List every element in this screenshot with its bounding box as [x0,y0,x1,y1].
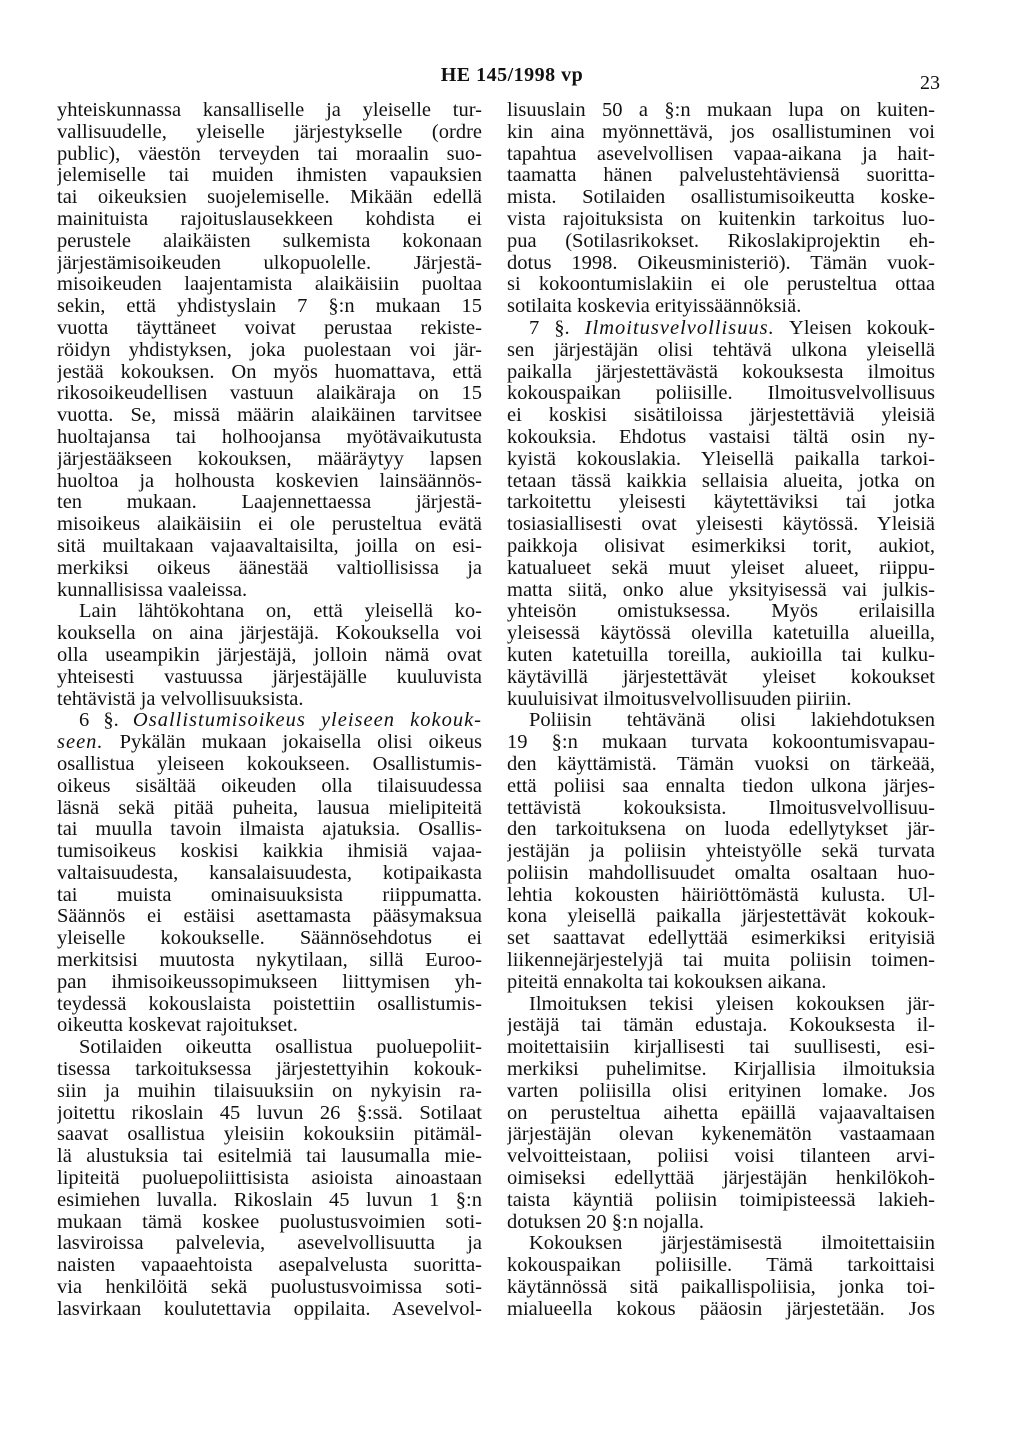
text-segment: lipiteitä puoluepoliittisista asioista ainoastaan [57,1168,482,1190]
text-segment: röidyn yhdistyksen, joka puolestaan voi jär- [57,339,482,361]
text-line [507,601,935,623]
text-segment: merkiksi oikeus äänestää valtiollisissa ja [57,557,482,579]
text-line [507,710,935,732]
text-line [57,1081,482,1103]
text-segment: via henkilöitä sekä puolustusvoimissa soti- [57,1277,482,1299]
text-segment: valtaisuudesta, kansalaisuudesta, kotipaikasta [57,862,482,884]
text-line [57,231,482,253]
text-line [507,253,935,275]
text-segment: järjestämisoikeuden ulkopuolelle. Järjestä- [57,252,482,274]
text-segment: tarkoitettu yleisesti käytettäviksi tai jotka [507,492,935,514]
section-heading-italic: Ilmoitusvelvollisuus. [584,317,775,339]
text-segment: vuotta. Se, missä määrin alaikäinen tarvitsee [57,405,482,427]
text-line [57,144,482,166]
text-line [57,318,482,340]
text-line [57,906,482,928]
text-line [57,819,482,841]
text-segment: liikennejärjestelyjä tai muita poliisin toimen- [507,950,935,972]
text-segment: katualueet sekä muut yleiset alueet, riippu- [507,557,935,579]
text-segment: vallisuudelle, yleiselle järjestykselle (ordre [57,121,482,143]
text-line [57,1299,482,1321]
text-segment: dotus 1998. Oikeusministeriö). Tämän vuok- [507,252,935,274]
text-line [507,492,935,514]
text-segment: matta siitä, onko alue yksityisessä vai julkis- [507,579,935,601]
text-line [57,165,482,187]
text-line [507,972,935,994]
text-segment: lä alustuksia tai esitelmiä tai lausumalla mie- [57,1146,482,1168]
text-line [57,187,482,209]
text-line [57,362,482,384]
text-segment: si kokoontumislakiin ei ole perusteltua ottaa [507,274,935,296]
text-segment: yleiselle kokoukselle. Säännösehdotus ei [57,928,482,950]
text-segment: mukaan tämä koskee puolustusvoimien soti- [57,1211,482,1233]
text-line [57,209,482,231]
text-segment: public), väestön terveyden tai moraalin suo- [57,143,482,165]
text-segment: 7 §. [529,317,585,339]
text-line [57,253,482,275]
text-line [507,841,935,863]
text-line [507,1233,935,1255]
text-segment: piteitä ennakolta tai kokouksen aikana. [507,971,827,993]
text-segment: poliisin mahdollisuudet omalta osaltaan huo- [507,862,935,884]
text-line [507,732,935,754]
text-line [507,405,935,427]
text-line [507,383,935,405]
text-line [507,296,935,318]
text-line [507,187,935,209]
text-segment: Yleisen kokouk- [774,317,935,339]
text-line [507,1015,935,1037]
text-segment: moitettaisiin kirjallisesti tai suullisesti, esi- [507,1037,935,1059]
text-line [57,732,482,754]
text-line [57,994,482,1016]
text-segment: lehtia kokousten häiriöttömästä kulusta. Ul- [507,884,935,906]
text-line [57,536,482,558]
text-segment: pan ihmisoikeussopimukseen liittymisen yh- [57,971,482,993]
text-line [507,798,935,820]
text-segment: ei koskisi sisätiloissa järjestettäviä yleisiä [507,405,935,427]
text-segment: oimiseksi edellyttää järjestäjän henkilökoh- [507,1168,935,1190]
text-line [57,601,482,623]
text-segment: oikeus sisältää oikeuden olla tilaisuudessa [57,775,482,797]
text-line [507,819,935,841]
right-text-column [507,100,935,1321]
text-line [57,427,482,449]
text-segment: yhteisesti vastuussa järjestäjälle kuuluvista [57,666,482,688]
text-segment: taista käyntiä poliisin toimipisteessä lakieh- [507,1189,935,1211]
text-line [57,1146,482,1168]
text-segment: saavat osallistua yleisiin kokouksiin pitämäl- [57,1124,482,1146]
text-segment: lisuuslain 50 a §:n mukaan lupa on kuiten- [507,100,935,121]
text-line [507,994,935,1016]
text-line [507,906,935,928]
text-line [57,1124,482,1146]
text-segment: Lain lähtökohtana on, että yleisellä ko- [79,601,482,623]
text-line [507,667,935,689]
text-line [57,623,482,645]
text-line [57,1037,482,1059]
text-segment: huoltajansa tai holhoojansa myötävaikutusta [57,426,482,448]
text-segment: sen järjestäjän olisi tehtävä ulkona yleisellä [507,339,935,361]
text-line [507,863,935,885]
text-line [57,1212,482,1234]
text-segment: teydessä kokouslaista poistettiin osallistumis- [57,993,482,1015]
text-segment: rikosoikeudellisen vastuun alaikäraja on 15 [57,383,482,405]
text-segment: den käyttämistä. Tämän vuoksi on tärkeää, [507,753,935,775]
text-line [507,1124,935,1146]
text-segment: 19 §:n mukaan turvata kokoontumisvapau- [507,732,935,754]
text-segment: huoltoa ja holhousta koskevien lainsäännös- [57,470,482,492]
text-segment: taamatta hänen palvelustehtäviensä suoritta- [507,165,935,187]
text-line [507,1212,935,1234]
text-line [57,296,482,318]
text-line [57,383,482,405]
text-segment: on perusteltua aihetta epäillä vajaavaltaisen [507,1102,935,1124]
text-line [57,122,482,144]
text-segment: Sotilaiden oikeutta osallistua puoluepoliit- [79,1037,482,1059]
section-heading-italic: Osallistumisoikeus yleiseen kokouk- [132,710,482,732]
text-segment: esimiehen luvalla. Rikoslain 45 luvun 1 §:n [57,1189,482,1211]
text-line [507,100,935,122]
text-line [507,1103,935,1125]
text-segment: ten mukaan. Laajennettaessa järjestä- [57,492,482,514]
text-segment: misoikeus alaikäisiin ei ole perusteltua evätä [57,514,482,536]
text-line [507,1190,935,1212]
text-line [507,645,935,667]
text-line [507,1081,935,1103]
text-line [57,340,482,362]
text-line [507,274,935,296]
text-segment: kokouspaikan poliisille. Ilmoitusvelvollisuus [507,383,935,405]
text-line [507,580,935,602]
text-line [507,623,935,645]
text-segment: tettävistä kokouksista. Ilmoitusvelvollisuu- [507,797,935,819]
section-heading-italic: seen. [57,732,104,754]
text-line [57,558,482,580]
text-segment: kouksella on aina järjestäjä. Kokouksella voi [57,623,482,645]
text-segment: dotuksen 20 §:n nojalla. [507,1211,705,1233]
text-segment: oikeutta koskevat rajoitukset. [57,1015,298,1037]
text-segment: että poliisi saa ennalta tiedon ulkona järjes- [507,775,935,797]
page-header-title: HE 145/1998 vp [440,64,584,86]
text-segment: olla useampikin järjestäjä, jolloin nämä ovat [57,644,482,666]
text-segment: järjestääkseen kokouksen, määräytyy lapsen [57,448,482,470]
text-line [507,122,935,144]
text-line [57,1277,482,1299]
text-segment: jestää kokouksen. On myös huomattava, että [57,361,482,383]
text-line [57,863,482,885]
text-segment: velvoitteistaan, poliisi voisi tilanteen arvi- [507,1146,935,1168]
text-segment: mista. Sotilaiden osallistumisoikeutta koske- [507,187,935,209]
text-segment: yhteiskunnassa kansalliselle ja yleiselle tur- [57,100,482,121]
text-segment: lasvirkaan koulutettavia oppilaita. Asevelvol- [57,1298,482,1320]
text-segment: paikalla järjestettävästä kokouksesta ilmoitus [507,361,935,383]
text-line [507,449,935,471]
text-line [57,950,482,972]
text-segment: merkitsisi muutosta nykytilaan, sillä Euroo- [57,950,482,972]
text-line [57,1015,482,1037]
text-segment: käytännössä sitä paikallispoliisia, jonka toi- [507,1277,935,1299]
page-number: 23 [920,72,940,94]
text-segment: sotilaita koskevia erityissäännöksiä. [507,296,802,318]
text-segment: jestäjä tai tämän edustaja. Kokouksesta il- [507,1015,935,1037]
text-line [507,1299,935,1321]
text-line [507,1277,935,1299]
text-segment: tumisoikeus koskisi kaikkia ihmisiä vajaa- [57,841,482,863]
text-line [507,471,935,493]
text-line [57,972,482,994]
text-segment: yhteisön omistuksessa. Myös erilaisilla [507,601,935,623]
text-line [507,776,935,798]
text-line [57,1059,482,1081]
text-line [57,492,482,514]
text-line [57,841,482,863]
text-segment: Ilmoituksen tekisi yleisen kokouksen jär- [529,993,935,1015]
text-segment: kyistä kokouslakia. Yleisellä paikalla tarkoi- [507,448,935,470]
text-line [57,274,482,296]
text-line [57,928,482,950]
text-line [507,689,935,711]
text-segment: kokouspaikan poliisille. Tämä tarkoittaisi [507,1255,935,1277]
text-segment: tai muista ominaisuuksista riippumatta. [57,884,482,906]
text-line [57,449,482,471]
text-line [57,1168,482,1190]
text-line [57,1233,482,1255]
text-line [57,754,482,776]
text-segment: merkiksi puhelimitse. Kirjallisia ilmoituksia [507,1059,935,1081]
text-segment: tapahtua asevelvollisen vapaa-aikana ja hait- [507,143,935,165]
text-segment: vuotta täyttäneet voivat perustaa rekiste- [57,317,482,339]
text-segment: kuten katetuilla toreilla, aukioilla tai kulku- [507,644,935,666]
text-line [507,362,935,384]
text-segment: paikkoja olisivat esimerkiksi torit, aukiot, [507,535,935,557]
text-segment: käytävillä järjestettävät yleiset kokoukset [507,666,935,688]
text-line [57,514,482,536]
text-line [57,667,482,689]
text-line [507,165,935,187]
text-line [507,928,935,950]
text-segment: misoikeuden laajentamista alaikäisiin puoltaa [57,274,482,296]
text-segment: järjestäjän olevan kykenemätön vastaamaan [507,1124,935,1146]
text-line [57,689,482,711]
text-segment: tai muulla tavoin ilmaista ajatuksia. Osallis- [57,819,482,841]
text-line [507,1146,935,1168]
text-line [507,209,935,231]
text-segment: perustele alaikäisten sulkemista kokonaan [57,230,482,252]
text-line [507,558,935,580]
text-line [507,1255,935,1277]
text-line [57,885,482,907]
text-segment: tehtävistä ja velvollisuuksista. [57,688,304,710]
text-segment: kin aina myönnettävä, jos osallistuminen voi [507,121,935,143]
text-line [507,950,935,972]
text-line [507,514,935,536]
text-segment: set saattavat edellyttää esimerkiksi erityisiä [507,928,935,950]
text-segment: 6 §. [79,710,133,732]
text-segment: vista rajoituksista on kuitenkin tarkoitus luo- [507,208,935,230]
text-segment: sekin, että yhdistyslain 7 §:n mukaan 15 [57,296,482,318]
text-segment: tetaan tässä kaikkia sellaisia alueita, jotka on [507,470,935,492]
text-line [507,340,935,362]
text-line [57,100,482,122]
text-line [57,1103,482,1125]
text-line [507,1037,935,1059]
text-segment: lasviroissa palvelevia, asevelvollisuutta ja [57,1233,482,1255]
text-line [57,1255,482,1277]
text-line [57,710,482,732]
text-segment: läsnä sekä pitää puheita, lausua mielipiteitä [57,797,482,819]
text-line [57,1190,482,1212]
text-line [507,144,935,166]
left-text-column [57,100,482,1321]
text-segment: den tarkoituksena on luoda edellytykset jär- [507,819,935,841]
text-line [507,318,935,340]
text-line [57,798,482,820]
text-segment: joitettu rikoslain 45 luvun 26 §:ssä. Sotilaat [57,1102,482,1124]
text-segment: naisten vapaaehtoista asepalvelusta suoritta- [57,1255,482,1277]
text-line [507,1168,935,1190]
text-line [507,536,935,558]
text-line [57,645,482,667]
text-segment: kokouksia. Ehdotus vastaisi tältä osin ny- [507,426,935,448]
text-segment: jestäjän ja poliisin yhteistyölle sekä turvata [507,841,935,863]
text-line [507,885,935,907]
text-segment: kuuluisivat ilmoitusvelvollisuuden piiriin. [507,688,852,710]
text-segment: yleisessä käytössä olevilla katetuilla alueilla, [507,623,935,645]
text-segment: siin ja muihin tilaisuuksiin on nykyisin ra- [57,1080,482,1102]
text-segment: jelemiselle tai muiden ihmisten vapauksien [57,165,482,187]
text-segment: kona yleisellä paikalla järjestettävät kokouk- [507,906,935,928]
text-line [507,427,935,449]
text-line [507,1059,935,1081]
text-segment: mainituista rajoituslausekkeen kohdista ei [57,208,482,230]
text-line [507,231,935,253]
text-segment: Säännös ei estäisi asettamasta pääsymaksua [57,906,482,928]
text-line [507,754,935,776]
text-line [57,471,482,493]
text-segment: mialueella kokous pääosin järjestetään. Jos [507,1298,935,1320]
text-segment: varten poliisilla olisi erityinen lomake. Jos [507,1080,935,1102]
text-segment: tisessa tarkoituksessa järjestettyihin kokouk- [57,1059,482,1081]
text-segment: Pykälän mukaan jokaisella olisi oikeus [103,732,482,754]
text-segment: tosiasiallisesti ovat yleisesti käytössä. Yleisiä [507,514,935,536]
text-line [57,405,482,427]
text-segment: kunnallisissa vaaleissa. [57,579,248,601]
text-segment: osallistua yleiseen kokoukseen. Osallistumis- [57,753,482,775]
text-segment: tai oikeuksien suojelemiselle. Mikään edellä [57,187,482,209]
text-segment: Poliisin tehtävänä olisi lakiehdotuksen [529,710,935,732]
text-segment: pua (Sotilasrikokset. Rikoslakiprojektin eh- [507,230,935,252]
text-segment: Kokouksen järjestämisestä ilmoitettaisiin [529,1233,935,1255]
text-line [57,580,482,602]
text-segment: sitä muiltakaan vajaavaltaisilta, joilla on esi- [57,535,482,557]
text-line [57,776,482,798]
